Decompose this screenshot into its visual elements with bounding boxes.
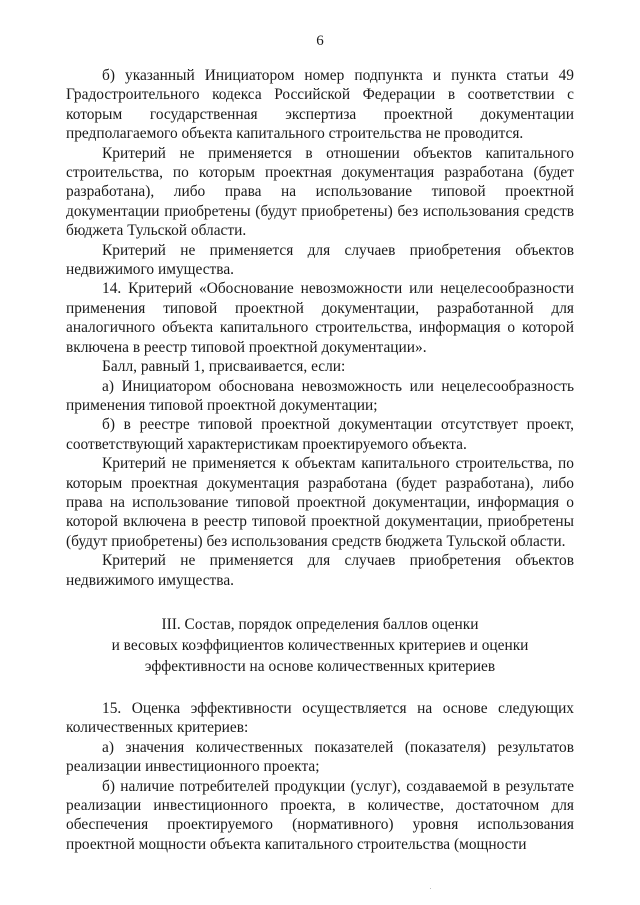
paragraph: 15. Оценка эффективности осуществляется на основе следующих количественных критериев: [66,699,574,737]
paragraph: 14. Критерий «Обоснование невозможности или нецелесообразности применения типовой проектной документации, разработанной для аналогичного объекта капитального строительства, информация о которой включена в реестр типовой проектной документации». [66,280,574,356]
paragraph: Критерий не применяется к объектам капитального строительства, по которым проектная документация разработана (будет разработана), либо права на использование типовой проектной документации, информация о которой включена в реестр типовой проектной документации, приобретены (будут приобретены) без использования средств бюджета Тульской области. [66,455,574,550]
section-heading [66,614,574,677]
document-page [66,0,574,905]
paragraph: Критерий не применяется для случаев приобретения объектов недвижимого имущества. [66,241,574,279]
document-body [66,66,574,854]
paragraph: б) указанный Инициатором номер подпункта и пункта статьи 49 Градостроительного кодекса Российской Федерации в соответствии с которым государственная экспертиза проектной документации предполагаемого объекта капитального строительства не проводится. [66,67,574,143]
section-heading-line: III. Состав, порядок определения баллов оценки [161,615,479,633]
paragraph: Критерий не применяется для случаев приобретения объектов недвижимого имущества. [66,552,574,589]
section-heading-line: и весовых коэффициентов количественных критериев и оценки [111,636,529,654]
scan-artifact [430,888,431,889]
paragraph: а) значения количественных показателей (показателя) результатов реализации инвестиционного проекта; [66,738,574,776]
paragraph: Критерий не применяется в отношении объектов капитального строительства, по которым проектная документация разработана (будет разработана), либо права на использование типовой проектной документации приобретены (будут приобретены) без использования средств бюджета Тульской области. [66,144,574,240]
paragraph: Балл, равный 1, присваивается, если: [102,358,346,376]
paragraph: б) в реестре типовой проектной документации отсутствует проект, соответствующий характеристикам проектируемого объекта. [66,416,574,453]
page-number: 6 [316,33,324,49]
paragraph: б) наличие потребителей продукции (услуг), создаваемой в результате реализации инвестиционного проекта, в количестве, достаточном для обеспечения проектируемого (нормативного) уровня использования проектной мощности объекта капитального строительства (мощности [66,777,574,853]
section-heading-line: эффективности на основе количественных критериев [144,657,496,675]
paragraph: а) Инициатором обоснована невозможность или нецелесообразность применения типовой проектной документации; [66,377,574,414]
